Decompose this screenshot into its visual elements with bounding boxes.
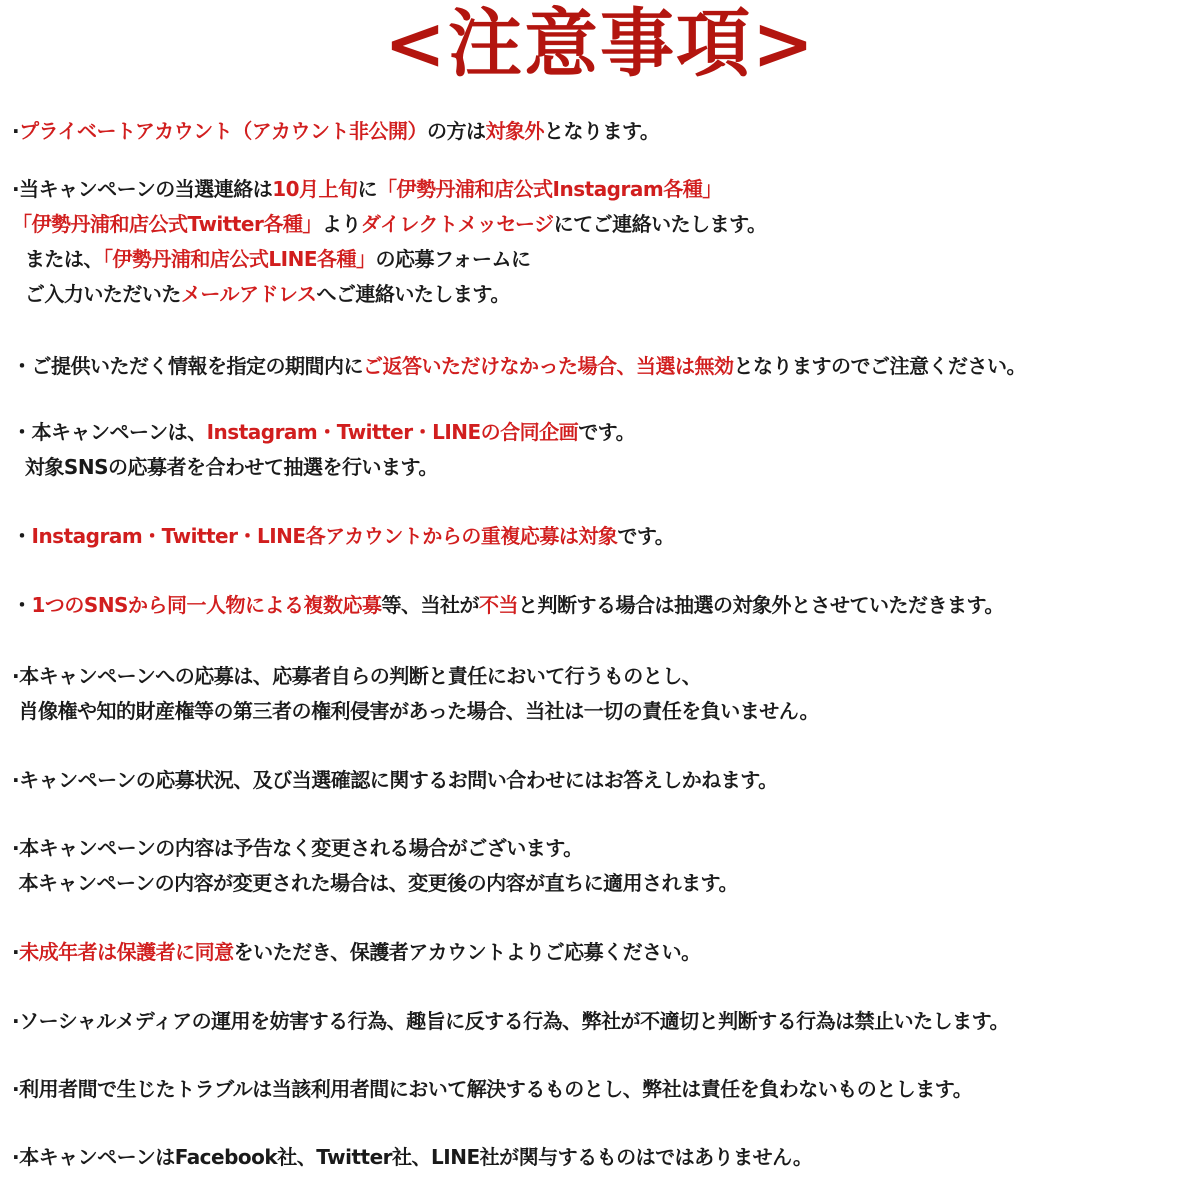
highlighted-text: 「伊勢丹浦和店公式Twitter各種」 [12,212,322,236]
body-text: 等、当社が [381,593,479,617]
body-text: 本キャンペーンの内容が変更された場合は、変更後の内容が直ちに適用されます。 [12,871,738,895]
notice-line-changes-1 [12,834,1200,862]
body-text: の方は [427,119,486,143]
body-text: と判断する場合は抽選の対象外とさせていただきます。 [517,593,1004,617]
body-text: に [357,177,378,201]
body-text: 対象SNSの応募者を合わせて抽選を行います。 [12,455,438,479]
notice-line-reply-deadline [12,352,1200,380]
body-text: 肖像権や知的財産権等の第三者の権利侵害があった場合、当社は一切の責任を負いません。 [12,699,819,723]
notice-line-winner-contact-3 [12,245,1200,273]
body-text: ·本キャンペーンの内容は予告なく変更される場合がございます。 [12,836,583,860]
notice-line-winner-contact-1 [12,175,1200,203]
notice-line-winner-contact-4 [12,280,1200,308]
body-text: ・本キャンペーンは、 [12,420,207,444]
notice-line-prohibited [12,1007,1200,1035]
body-text: ·ソーシャルメディアの運用を妨害する行為、趣旨に反する行為、弊社が不適切と判断する行為は禁止いたします。 [12,1009,1009,1033]
notice-line-responsibility-1 [12,662,1200,690]
highlighted-text: プライベートアカウント（アカウント非公開） [19,119,428,143]
notice-line-winner-contact-2 [12,210,1200,238]
body-text: ·当キャンペーンの当選連絡は [12,177,273,201]
notice-line-joint-campaign-2 [12,453,1200,481]
highlighted-text: メールアドレス [180,282,317,306]
body-text: ご入力いただいた [12,282,181,306]
highlighted-text: 1つのSNSから同一人物による複数応募 [31,593,382,617]
body-text: ·キャンペーンの応募状況、及び当選確認に関するお問い合わせにはお答えしかねます。 [12,768,778,792]
notice-line-responsibility-2 [12,697,1200,725]
body-text: へご連絡いたします。 [316,282,510,306]
body-text: の応募フォームに [375,247,531,271]
highlighted-text: 「伊勢丹浦和店公式Instagram各種」 [377,177,722,201]
body-text: にてご連絡いたします。 [553,212,767,236]
body-text: です。 [617,524,675,548]
notice-line-duplicate-entry [12,522,1200,550]
highlighted-text: 10月上旬 [272,177,358,201]
body-text: ·本キャンペーンへの応募は、応募者自らの判断と責任において行うものとし、 [12,664,702,688]
notice-line-joint-campaign-1 [12,418,1200,446]
body-text: をいただき、保護者アカウントよりご応募ください。 [233,940,701,964]
notice-line-private-account [12,117,1200,145]
body-text: ·利用者間で生じたトラブルは当該利用者間において解決するものとし、弊社は責任を負わないものとします。 [12,1077,973,1101]
highlighted-text: 対象外 [485,119,545,143]
body-text: または、 [12,247,103,271]
page-title: <注意事項> [383,1,816,87]
body-text: ・ [12,524,32,548]
body-text: ・ご提供いただく情報を指定の期間内に [12,354,363,378]
highlighted-text: 「伊勢丹浦和店公式LINE各種」 [102,247,376,271]
notice-line-disclaimer [12,1143,1200,1171]
notice-line-changes-2 [12,869,1200,897]
body-text: · [12,940,20,964]
notice-line-disputes [12,1075,1200,1103]
highlighted-text: Instagram・Twitter・LINE各アカウントからの重複応募は対象 [31,524,618,548]
body-text: より [321,212,361,236]
highlighted-text: ご返答いただけなかった場合、当選は無効 [363,354,734,378]
body-text: ·本キャンペーンはFacebook社、Twitter社、LINE社が関与するものはではありません。 [12,1145,813,1169]
highlighted-text: 不当 [478,593,518,617]
body-text: · [12,119,20,143]
notice-line-multiple-entry [12,591,1200,619]
notice-line-minors [12,938,1200,966]
body-text: です。 [578,420,636,444]
body-text: となりますのでご注意ください。 [733,354,1026,378]
body-text: となります。 [544,119,660,143]
highlighted-text: ダイレクトメッセージ [360,212,554,236]
highlighted-text: 未成年者は保護者に同意 [19,940,234,964]
body-text: ・ [12,593,32,617]
notice-line-inquiries [12,766,1200,794]
highlighted-text: Instagram・Twitter・LINEの合同企画 [206,420,579,444]
